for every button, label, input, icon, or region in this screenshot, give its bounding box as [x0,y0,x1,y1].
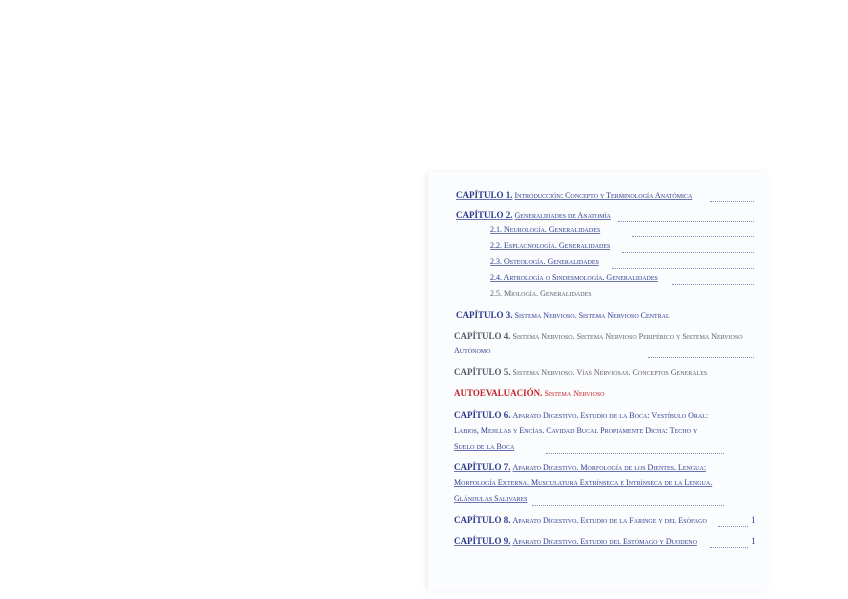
chapter-number: CAPÍTULO 6. [454,410,511,420]
dot-leader [718,525,748,527]
chapter-title: Sistema Nervioso. Sistema Nervioso Periférico y Sistema Nervioso [512,332,743,341]
dot-leader [612,267,754,269]
chapter-number: CAPÍTULO 7. [454,462,511,472]
toc-entry-chapter-6-line-3[interactable] [454,442,514,452]
chapter-number: CAPÍTULO 4. [454,331,511,341]
dot-leader [710,200,754,202]
dot-leader [622,251,754,253]
chapter-number: CAPÍTULO 8. [454,515,511,525]
toc-entry-chapter-3[interactable] [456,310,670,321]
chapter-title-continued: Suelo de la Boca [454,442,515,451]
toc-entry-chapter-7-line-3[interactable] [454,494,527,504]
dot-leader [618,220,754,222]
section-title: Sistema Nervioso [544,389,605,398]
subentry-title: 2.5. Miología. Generalidades [490,289,592,298]
subentry-title: 2.3. Osteología. Generalidades [490,257,599,266]
subentry-title: 2.2. Esplacnología. Generalidades [490,241,611,250]
chapter-title: Aparato Digestivo. Estudio de la Faringe y del Esófago [512,516,707,525]
toc-subentry-2-4[interactable] [490,273,658,283]
toc-entry-chapter-7[interactable] [454,462,706,473]
chapter-title: Aparato Digestivo. Estudio de la Boca: Vestíbulo Oral: [512,411,709,420]
toc-entry-chapter-4[interactable] [454,331,743,342]
toc-subentry-2-3[interactable] [490,257,599,267]
page-number: 1 [751,536,756,546]
dot-leader [546,452,724,454]
chapter-title: Sistema Nervioso. Vías Nerviosas. Conceptos Generales [512,368,708,377]
chapter-number: CAPÍTULO 2. [456,210,513,220]
chapter-number: CAPÍTULO 1. [456,190,513,200]
chapter-number: CAPÍTULO 9. [454,536,511,546]
toc-entry-autoevaluacion[interactable] [454,388,605,399]
chapter-title-continued: Labios, Mejillas y Encías. Cavidad Bucal Propiamente Dicha: Techo y [454,426,698,435]
dot-leader [672,283,754,285]
toc-entry-chapter-2[interactable] [456,210,611,221]
toc-entry-chapter-1[interactable] [456,190,692,201]
toc-subentry-2-1[interactable] [490,225,600,235]
toc-subentry-2-2[interactable] [490,241,610,251]
chapter-title: Sistema Nervioso. Sistema Nervioso Central [514,311,670,320]
toc-entry-chapter-4-line-2[interactable] [454,346,490,356]
document-page [428,172,768,590]
chapter-title: Aparato Digestivo. Estudio del Estómago y Duodeno [512,537,697,546]
toc-entry-chapter-7-line-2[interactable] [454,478,712,488]
table-of-contents [428,172,768,590]
subentry-title: 2.1. Neurología. Generalidades [490,225,601,234]
toc-entry-chapter-6[interactable] [454,410,708,421]
toc-entry-chapter-6-line-2[interactable] [454,426,697,436]
chapter-title-continued: Autónomo [454,346,491,355]
chapter-number: CAPÍTULO 3. [456,310,513,320]
section-label: AUTOEVALUACIÓN. [454,388,543,398]
chapter-title: Introducción: Concepto y Terminología Anatómica [514,191,693,200]
dot-leader [632,235,754,237]
toc-entry-chapter-5[interactable] [454,367,707,378]
chapter-title-continued: Glándulas Salivares [454,494,528,503]
chapter-title-continued: Morfología Externa. Musculatura Extrínseca e Intrínseca de la Lengua. [454,478,713,487]
chapter-title: Aparato Digestivo. Morfología de los Dientes. Lengua: [512,463,707,472]
toc-entry-chapter-9[interactable] [454,536,697,547]
page-number: 1 [751,515,756,525]
dot-leader [648,356,754,358]
toc-subentry-2-5[interactable] [490,289,592,299]
dot-leader [532,504,724,506]
dot-leader [710,546,748,548]
chapter-number: CAPÍTULO 5. [454,367,511,377]
chapter-title: Generalidades de Anatomía [514,211,611,220]
subentry-title: 2.4. Artrología o Sindesmología. Generalidades [490,273,658,282]
toc-entry-chapter-8[interactable] [454,515,707,526]
